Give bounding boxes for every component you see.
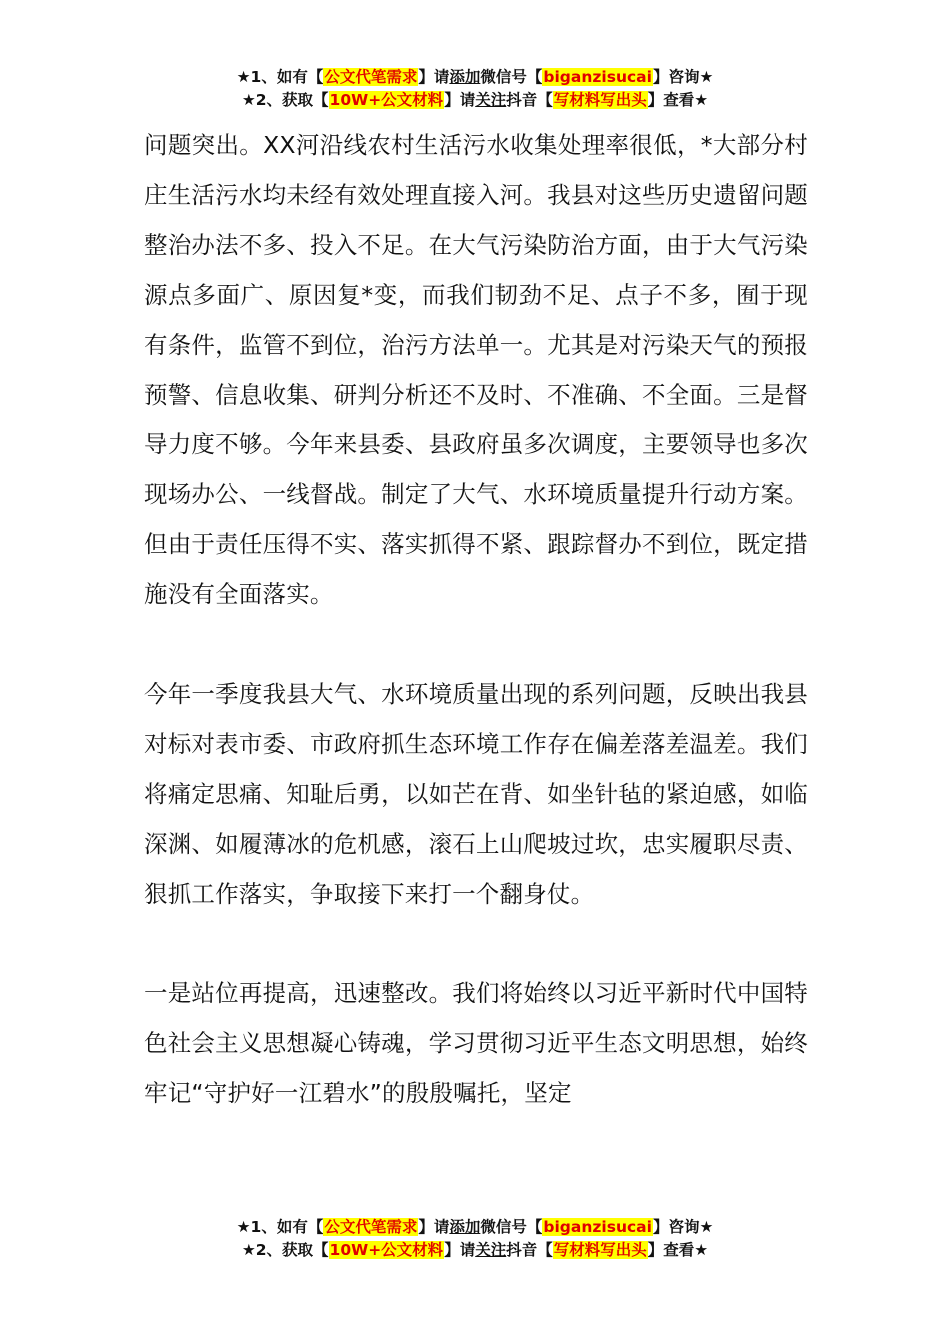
document-body	[144, 121, 808, 1119]
banner-highlight: 10W+公文材料	[329, 91, 444, 109]
banner-highlight: 公文代笔需求	[324, 68, 418, 86]
banner-highlight: 10W+公文材料	[329, 1241, 444, 1259]
banner-text: ★2、获取【	[241, 91, 329, 109]
banner-underlined-text: 添加	[449, 1218, 481, 1236]
banner-line-2	[0, 89, 950, 112]
header-banner	[0, 66, 950, 112]
banner-highlight: biganzisucai	[543, 1218, 652, 1236]
banner-text: 抖音【	[506, 1241, 553, 1259]
banner-line-1	[0, 66, 950, 89]
banner-highlight: 写材料写出头	[553, 1241, 647, 1259]
banner-underlined-text: 添加	[449, 68, 481, 86]
paragraph-spacer	[144, 919, 808, 969]
banner-text: 微信号【	[480, 1218, 543, 1236]
banner-text: 抖音【	[506, 91, 553, 109]
banner-highlight: 写材料写出头	[553, 91, 647, 109]
banner-text: 微信号【	[480, 68, 543, 86]
banner-text: 】查看★	[647, 91, 709, 109]
paragraph-1: 问题突出。XX河沿线农村生活污水收集处理率很低，*大部分村庄生活污水均未经有效处理直接入河。我县对这些历史遗留问题整治办法不多、投入不足。在大气污染防治方面，由于大气污染源点多面广、原因复*变，而我们韧劲不足、点子不多，囿于现有条件，监管不到位，治污方法单一。尤其是对污染天气的预报预警、信息收集、研判分析还不及时、不准确、不全面。三是督导力度不够。今年来县委、县政府虽多次调度，主要领导也多次现场办公、一线督战。制定了大气、水环境质量提升行动方案。但由于责任压得不实、落实抓得不紧、跟踪督办不到位，既定措施没有全面落实。	[144, 131, 808, 609]
banner-underlined-text: 关注	[475, 1241, 507, 1259]
paragraph-2: 今年一季度我县大气、水环境质量出现的系列问题，反映出我县对标对表市委、市政府抓生态环境工作存在偏差落差温差。我们将痛定思痛、知耻后勇，以如芒在背、如坐针毡的紧迫感，如临深渊、如履薄冰的危机感，滚石上山爬坡过坎，忠实履职尽责、狠抓工作落实，争取接下来打一个翻身仗。	[144, 679, 808, 908]
banner-text: 】请	[444, 91, 476, 109]
banner-line-1	[0, 1216, 950, 1239]
banner-text: 】查看★	[647, 1241, 709, 1259]
banner-text: 】咨询★	[652, 68, 714, 86]
paragraph-spacer	[144, 620, 808, 670]
footer-banner	[0, 1216, 950, 1262]
banner-text: 】请	[444, 1241, 476, 1259]
banner-text: ★1、如有【	[236, 68, 324, 86]
banner-underlined-text: 关注	[475, 91, 507, 109]
banner-text: 】咨询★	[652, 1218, 714, 1236]
banner-highlight: 公文代笔需求	[324, 1218, 418, 1236]
banner-text: ★2、获取【	[241, 1241, 329, 1259]
banner-text: 】请	[418, 1218, 450, 1236]
banner-text: 】请	[418, 68, 450, 86]
banner-highlight: biganzisucai	[543, 68, 652, 86]
banner-line-2	[0, 1239, 950, 1262]
banner-text: ★1、如有【	[236, 1218, 324, 1236]
paragraph-3: 一是站位再提高，迅速整改。我们将始终以习近平新时代中国特色社会主义思想凝心铸魂，学习贯彻习近平生态文明思想，始终牢记“守护好一江碧水”的殷殷嘱托，坚定	[144, 979, 808, 1108]
